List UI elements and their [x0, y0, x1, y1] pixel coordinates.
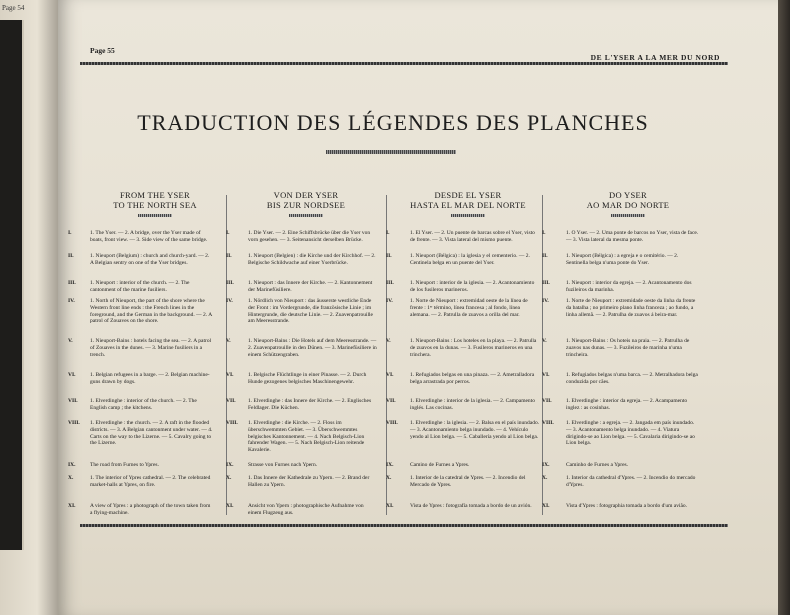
- legend-text: 1. Nieuport : das Innere der Kirche. — 2. Kantonnement der Marinefüsiliere.: [248, 280, 373, 293]
- plate-number: VIII.: [542, 420, 554, 426]
- legend-text: 1. Norte de Nieuport : extremidad oeste de la línea de frente : 1ᵉʳ término, línea francesa ; al fondo, línea alemana. — 2. Patrulla de zuavos a orilla del mar.: [410, 298, 528, 318]
- page-number: Page 55: [90, 46, 115, 55]
- legend-text: Ansicht von Ypern : photographische Aufnahme von einem Flugzeug aus.: [248, 503, 364, 516]
- plate-number: I.: [386, 230, 390, 236]
- top-rule: [80, 62, 728, 65]
- page-title: TRADUCTION DES LÉGENDES DES PLANCHES: [137, 110, 649, 135]
- plate-number: IV.: [226, 298, 233, 304]
- legend-text: A view of Ypres : a photograph of the town taken from a flying-machine.: [90, 503, 211, 516]
- plate-number: VIII.: [68, 420, 80, 426]
- plate-number: VII.: [226, 398, 236, 404]
- legend-text: Camino de Furnes a Ypres.: [410, 462, 470, 468]
- legend-text: 1. Nieuport-Bains : Los hoteles en la playa. — 2. Patrulla de zuavos en la dunas. — 3. Fusileros marineros en una trinchera.: [410, 338, 537, 358]
- column-title: VON DER YSER BIS ZUR NORDSEE: [266, 190, 346, 210]
- plate-number: XI.: [68, 503, 76, 509]
- column-title-rule: [289, 214, 323, 217]
- plate-number: III.: [226, 280, 234, 286]
- legend-text: 1. Nieuport-Bains : Die Hotels auf dem Meeresstrande. — 2. Zuavenpatrouille in den Dünen. — 3. Marinefüsiliere in einem Schützengraben.: [248, 338, 377, 358]
- legend-text: 1. Nieuport : interior de la iglesia. — 2. Acantonamiento de los fusileros marineros.: [410, 280, 535, 293]
- legend-text: 1. Elverdinghe : interior da egreja. — 2. Acampamento inglez : as cosinhas.: [566, 398, 688, 411]
- legend-text: 1. Nördlich von Nieuport : das äusserste westliche Ende der Front : im Vordergrunde, die französische Linie ; im Hintergrunde, die deutsche Linie. — 2. Zuavenpatrouille am Meeresstrande.: [248, 298, 373, 325]
- legend-text: 1. North of Nieuport, the part of the shore where the Western front line ends : the French lines in the foreground, and the German in the background. — 2. A patrol of Zouaves on the shore.: [90, 298, 212, 325]
- legend-text: 1. Interior da cathedral d'Ypres. — 2. Incendio do mercado d'Ypres.: [566, 475, 696, 488]
- legend-text: Vista d'Ypres : fotographia tomada a bordo d'um avião.: [566, 503, 688, 509]
- legend-text: 1. Nieuport-Bains : Os hoteis na praia. — 2. Patrulha de zuavos nas dunas. — 3. Fuzileiros de marinha n'uma trincheira.: [566, 338, 690, 358]
- plate-number: XI.: [386, 503, 394, 509]
- plate-number: VI.: [542, 372, 550, 378]
- column-title: DESDE EL YSER HASTA EL MAR DEL NORTE: [410, 190, 526, 210]
- plate-number: IX.: [226, 462, 234, 468]
- plate-number: IX.: [386, 462, 394, 468]
- legend-text: Vista de Ypres : fotografía tomada a bordo de un avión.: [410, 503, 532, 509]
- legend-text: 1. Elverdinghe : interior de la iglesia. — 2. Campamento inglés. Las cocinas.: [410, 398, 535, 411]
- legend-text: 1. Elverdinghe : interior of the church. — 2. The English camp ; the kitchens.: [90, 398, 197, 411]
- column-title: DO YSER AO MAR DO NORTE: [586, 190, 670, 210]
- plate-number: X.: [68, 475, 74, 481]
- legend-text: 1. The Yser. — 2. A bridge, over the Yser made of boats, front view. — 3. Side view of the same bridge.: [90, 230, 208, 243]
- legend-text: 1. Interior de la catedral de Ypres. — 2. Incendio del Mercado de Ypres.: [410, 475, 526, 488]
- plate-number: X.: [226, 475, 232, 481]
- left-page: [0, 0, 62, 615]
- legend-text: 1. Elverdinghe : a egreja. — 2. Jangada em país inundado. — 3. Acantonamento belga inundado. — 4. Viatura dirigindo-se ao Lion belga. — 5. Cavalaria dirigindo-se ao Lion belga.: [566, 420, 695, 447]
- legend-text: 1. Elverdinghe : the church. — 2. A raft in the flooded districts. — 3. A Belgian cantonment under water. — 4. Carts on the way to the Lizerne. — 5. Cavalry going to the Lizerne.: [90, 420, 213, 447]
- legend-text: 1. Nieuport (Belgien) : die Kirche und der Kirchhof. — 2. Belgische Schildwache auf einer Yserbrücke.: [248, 253, 376, 266]
- plate-number: VII.: [386, 398, 396, 404]
- bottom-rule: [80, 524, 728, 527]
- book-edge: [776, 0, 790, 615]
- legend-text: 1. Nieuport (Bélgica) : a egreja e o cemitério. — 2. Sentinella belga n'uma ponte do Yser.: [566, 253, 679, 266]
- plate-number: IV.: [68, 298, 75, 304]
- legend-text: 1. Refugiados belgas n'uma barca. — 2. Metralhadora belga conduzida por cães.: [566, 372, 698, 385]
- plate-number: IV.: [386, 298, 393, 304]
- plate-number: IX.: [68, 462, 76, 468]
- plate-number: II.: [68, 253, 74, 259]
- legend-text: 1. El Yser. — 2. Un puente de barcas sobre el Yser, visto de frente. — 3. Vista lateral del mismo puente.: [410, 230, 535, 243]
- legend-text: 1. Elverdinghe : die Kirche. — 2. Floss im überschwemmten Gebiet. — 3. Überschwemmtes belgisches Kantonnement. — 4. Nach Belgisch-Lion fahrender Wagen. — 5. Nach Belgisch-Lion reitende Kavalerie.: [248, 420, 365, 454]
- plate-number: XI.: [226, 503, 234, 509]
- plate-number: III.: [68, 280, 76, 286]
- plate-number: VII.: [68, 398, 78, 404]
- column-title-rule: [138, 214, 172, 217]
- legend-text: 1. The interior of Ypres cathedral. — 2. The celebrated market-halls at Ypres, on fire.: [90, 475, 211, 488]
- plate-number: I.: [226, 230, 230, 236]
- legend-text: 1. Belgian refugees in a barge. — 2. Belgian machine-guns drawn by dogs.: [90, 372, 210, 385]
- legend-text: The road from Furnes to Ypres.: [90, 462, 159, 468]
- plate-number: II.: [542, 253, 548, 259]
- column-title-rule: [611, 214, 645, 217]
- plate-number: XI.: [542, 503, 550, 509]
- plate-number: II.: [386, 253, 392, 259]
- column-portuguese: [548, 190, 708, 217]
- book-page: [58, 0, 778, 615]
- legend-text: 1. Nieuport-Bains : hotels facing the sea. — 2. A patrol of Zouaves in the dunes. — 3. Marine fusiliers in a trench.: [90, 338, 212, 358]
- plate-number: VI.: [386, 372, 394, 378]
- plate-number: V.: [68, 338, 73, 344]
- plate-number: VI.: [226, 372, 234, 378]
- plate-number: VI.: [68, 372, 76, 378]
- legend-text: 1. Nieuport (Belgium) : church and church-yard. — 2. A Belgian sentry on one of the Yser bridges.: [90, 253, 210, 266]
- plate-number: X.: [386, 475, 392, 481]
- plate-number: IV.: [542, 298, 549, 304]
- left-page-number: Page 54: [2, 4, 25, 12]
- column-german: [232, 190, 380, 217]
- left-page-photo: [0, 20, 24, 550]
- column-title: FROM THE YSER TO THE NORTH SEA: [113, 190, 197, 210]
- plate-number: V.: [226, 338, 231, 344]
- plate-number: V.: [542, 338, 547, 344]
- legend-text: 1. Belgische Flüchtlinge in einer Pinasse. — 2. Durch Hunde gezogenes belgisches Maschinengewehr.: [248, 372, 367, 385]
- plate-number: VII.: [542, 398, 552, 404]
- plate-number: III.: [542, 280, 550, 286]
- legend-text: Strasse von Furnes nach Ypern.: [248, 462, 318, 468]
- legend-text: 1. Die Yser. — 2. Eine Schiffsbrücke über die Yser von vorn gesehen. — 3. Seitenansicht derselben Brücke.: [248, 230, 371, 243]
- plate-number: VIII.: [386, 420, 398, 426]
- legend-text: 1. Nieuport : interior da egreja. — 2. Acantonamento dos fuzileiros da marinha.: [566, 280, 692, 293]
- column-english: [82, 190, 228, 217]
- legend-text: 1. Nieuport : interior of the church. — 2. The cantonment of the marine fusiliers.: [90, 280, 190, 293]
- legend-text: 1. Elverdinghe : la iglesia. — 2. Balsa en el país inundado. — 3. Acantonamiento belga inundado. — 4. Vehículo yendo al Lion belga. — 5. Caballería yendo al Lion belga.: [410, 420, 540, 440]
- title-rule: [326, 150, 456, 154]
- running-head: DE L'YSER A LA MER DU NORD: [590, 53, 720, 62]
- legend-text: 1. Refugiados belgas en una pinaza. — 2. Ametralladora belga arrastrada por perros.: [410, 372, 535, 385]
- column-title-rule: [451, 214, 485, 217]
- column-spanish: [390, 190, 546, 217]
- plate-number: I.: [68, 230, 72, 236]
- plate-number: VIII.: [226, 420, 238, 426]
- legend-text: 1. O Yser. — 2. Uma ponte de barcos no Yser, vista de face. — 3. Vista lateral da mesma ponte.: [566, 230, 699, 243]
- legend-text: Caminho de Furnes a Ypres.: [566, 462, 629, 468]
- plate-number: II.: [226, 253, 232, 259]
- plate-number: IX.: [542, 462, 550, 468]
- legend-text: 1. Elverdinghe : das Innere der Kirche. — 2. Englisches Feldlager. Die Küchen.: [248, 398, 372, 411]
- plate-number: I.: [542, 230, 546, 236]
- plate-number: III.: [386, 280, 394, 286]
- legend-text: 1. Norte de Nieuport : extremidade oeste da linha da frente da batalha ; no primeiro plano linha franceza ; ao fundo, a linha allemã. — 2. Patrulha de zuavos á beira-mar.: [566, 298, 696, 318]
- legend-text: 1. Das Innere der Kathedrale zu Ypern. — 2. Brand der Hallen zu Ypern.: [248, 475, 370, 488]
- plate-number: V.: [386, 338, 391, 344]
- legend-text: 1. Nieuport (Bélgica) : la iglesia y el cementerio. — 2. Centinela belga en un puente del Yser.: [410, 253, 530, 266]
- plate-number: X.: [542, 475, 548, 481]
